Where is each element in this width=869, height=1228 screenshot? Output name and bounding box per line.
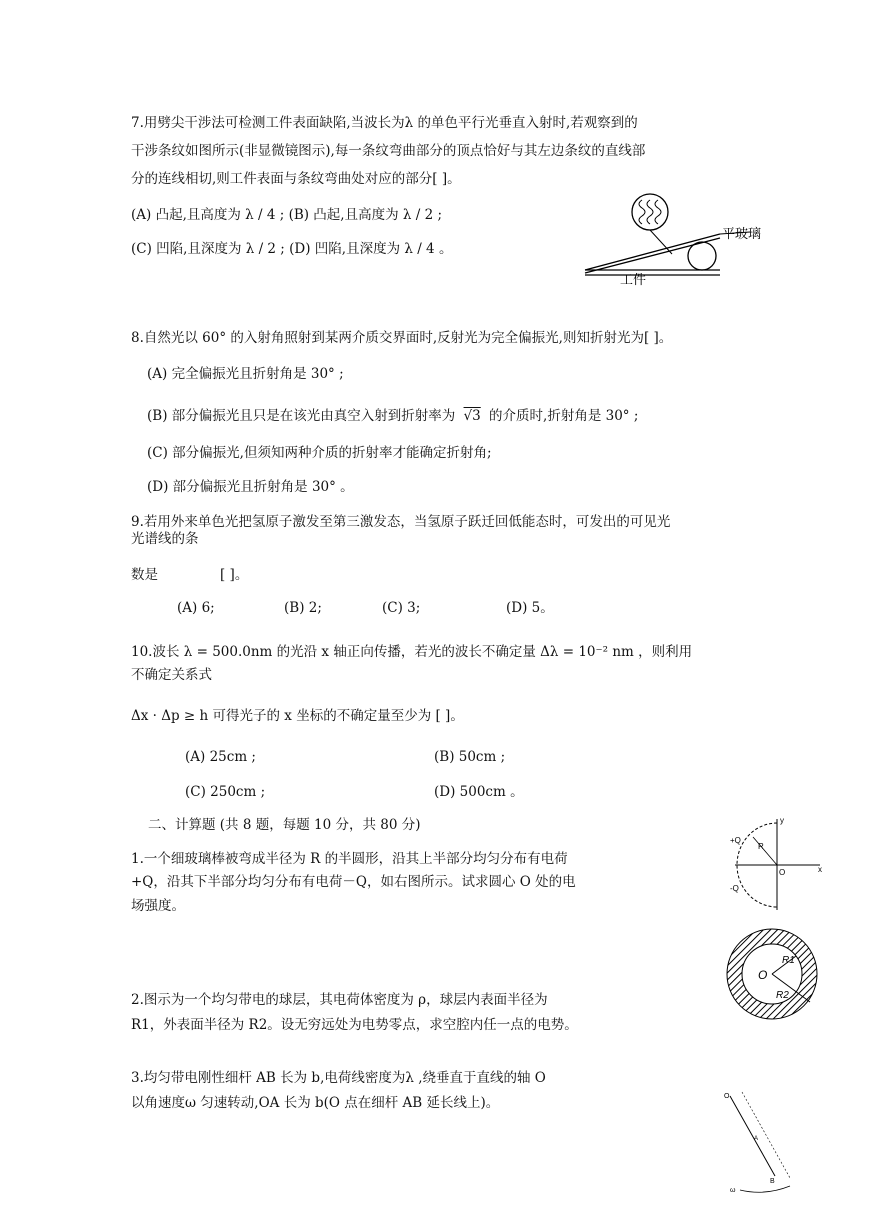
q7-line-1: 7.用劈尖干涉法可检测工件表面缺陷,当波长为λ 的单色平行光垂直入射时,若观察到的 [131,115,638,131]
q7-glass-label: 平玻璃 [722,226,762,241]
c2-r1-label: R1 [782,955,795,966]
q8-option-b-post: 的介质时,折射角是 30° ; [489,408,639,424]
c1-r-label: R [758,842,764,851]
q10-line-2: 不确定关系式 [131,667,212,683]
q8-option-d: (D) 部分偏振光且折射角是 30° 。 [147,479,354,495]
c3-line-2: 以角速度ω 匀速转动,OA 长为 b(O 点在细杆 AB 延长线上)。 [131,1095,500,1111]
q9-option-d: (D) 5。 [506,600,554,616]
q7-line-2: 干涉条纹如图所示(非显微镜图示),每一条纹弯曲部分的顶点恰好与其左边条纹的直线部 [131,143,646,159]
c2-o-label: O [758,968,768,982]
c1-qminus-label: -Q [730,884,739,893]
q9-option-a: (A) 6; [177,600,215,616]
c3-a-label: A [754,1136,759,1142]
c3-omega-label: ω [730,1187,736,1194]
c1-line-3: 场强度。 [131,898,185,914]
q10-option-d: (D) 500cm 。 [434,784,524,800]
c3-line-1: 3.均匀带电刚性细杆 AB 长为 b,电荷线密度为λ ,绕垂直于直线的轴 O [131,1070,546,1086]
q10-option-a: (A) 25cm ; [185,749,256,765]
q8-stem: 8.自然光以 60° 的入射角照射到某两介质交界面时,反射光为完全偏振光,则知折射光为[ ]。 [131,330,673,346]
q7-work-label: 工件 [620,272,647,287]
c1-x-label: x [818,865,822,874]
q9-option-c: (C) 3; [382,600,421,616]
c1-line-1: 1.一个细玻璃棒被弯成半径为 R 的半圆形，沿其上半部分均匀分布有电荷 [131,851,568,867]
c3-rod-figure [720,1090,805,1200]
q8-option-b-math: √3 [463,408,481,424]
q10-option-b: (B) 50cm ; [434,749,506,765]
q7-option-a-b: (A) 凸起,且高度为 λ / 4 ; (B) 凸起,且高度为 λ / 2 ; [131,207,443,223]
q9-line-1: 9.若用外来单色光把氢原子激发至第三激发态，当氢原子跃迁回低能态时，可发出的可见光 [131,514,671,530]
c1-semicircle-figure [725,815,825,915]
q10-line-1: 10.波长 λ = 500.0nm 的光沿 x 轴正向传播，若光的波长不确定量 Δλ = 10⁻² nm ，则利用 [131,644,693,660]
c2-r2-label: R2 [776,990,789,1001]
c3-o-label: O [724,1093,730,1100]
q8-option-b-pre: (B) 部分偏振光且只是在该光由真空入射到折射率为 [147,408,456,424]
q7-wedge-figure [580,190,805,290]
q7-line-3: 分的连线相切,则工件表面与条纹弯曲处对应的部分[ ]。 [131,171,461,187]
c2-line-1: 2.图示为一个均匀带电的球层，其电荷体密度为 ρ，球层内表面半径为 [131,992,548,1008]
q8-option-c: (C) 部分偏振光,但须知两种介质的折射率才能确定折射角; [147,445,492,461]
section-2-title: 二、计算题 (共 8 题，每题 10 分，共 80 分) [148,817,421,833]
q9-line-2: 光谱线的条 [131,531,199,547]
c2-spherical-shell-figure [722,928,822,1020]
q8-option-b [147,407,638,425]
c3-b-label: B [770,1178,775,1185]
q9-line-3a: 数是 [131,567,158,583]
c1-o-label: O [779,868,786,877]
q10-option-c: (C) 250cm ; [185,784,266,800]
q9-line-3b: [ ]。 [220,567,249,583]
q7-option-c-d: (C) 凹陷,且深度为 λ / 2 ; (D) 凹陷,且深度为 λ / 4 。 [131,241,453,257]
c2-line-2: R1，外表面半径为 R2。设无穷远处为电势零点，求空腔内任一点的电势。 [131,1017,578,1033]
q9-option-b: (B) 2; [284,600,322,616]
c1-y-label: y [780,816,784,825]
c1-qplus-label: +Q [730,836,741,845]
q10-line-3: Δx · Δp ≥ h 可得光子的 x 坐标的不确定量至少为 [ ]。 [131,708,464,724]
c1-line-2: +Q，沿其下半部分均匀分布有电荷－Q，如右图所示。试求圆心 O 处的电 [131,874,576,890]
q8-option-a: (A) 完全偏振光且折射角是 30° ; [147,366,344,382]
